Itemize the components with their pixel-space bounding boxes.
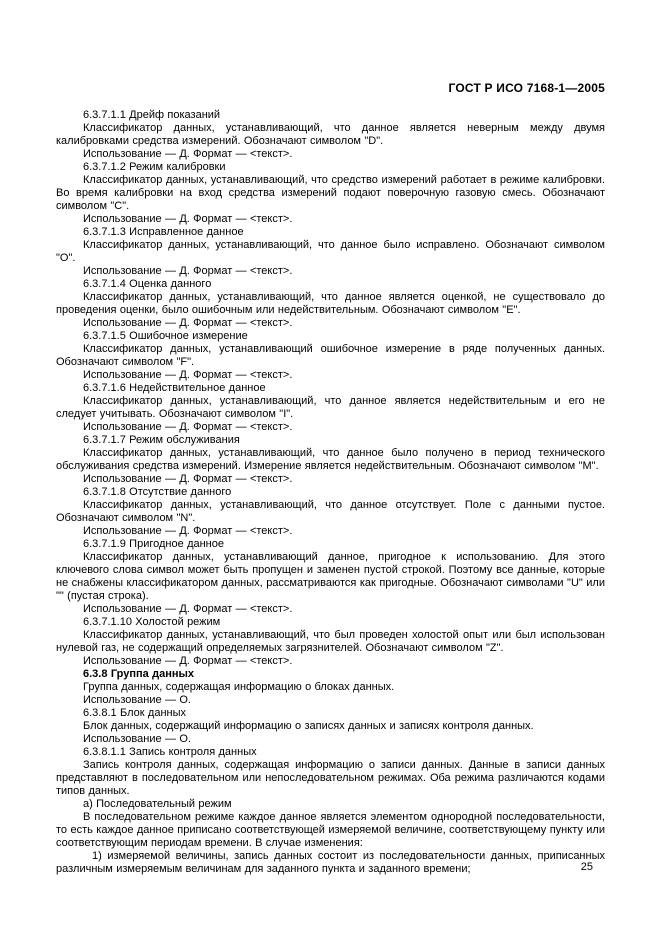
paragraph: 6.3.7.1.5 Ошибочное измерение: [83, 330, 248, 342]
paragraph: Использование — Д. Формат — <текст>.: [83, 148, 293, 160]
paragraph: Использование — Д. Формат — <текст>.: [83, 473, 293, 485]
paragraph: Использование — Д. Формат — <текст>.: [83, 213, 293, 225]
paragraph: 6.3.7.1.2 Режим калибровки: [83, 161, 226, 173]
paragraph: 6.3.7.1.6 Недействительное данное: [83, 382, 266, 394]
paragraph: Использование — Д. Формат — <текст>.: [83, 525, 293, 537]
paragraph: Использование — Д. Формат — <текст>.: [83, 421, 293, 433]
paragraph: 6.3.7.1.3 Исправленное данное: [83, 226, 244, 238]
paragraph: Классификатор данных, устанавливающий ошибочное измерение в ряде полученных данных. Обозначают символом "F".: [56, 343, 605, 368]
paragraph: Классификатор данных, устанавливающий данное, пригодное к использованию. Для этого ключевого слова символ может быть пропущен и заменен пустой строкой. Поэтому все данные, которые не снабжены классификатором данных, рассматриваются как пригодные. Обозначают символами "U" или "" (пустая строка).: [56, 551, 605, 602]
paragraph: Использование — Д. Формат — <текст>.: [83, 655, 293, 667]
paragraph: 6.3.7.1.10 Холостой режим: [83, 616, 221, 628]
paragraph: 6.3.7.1.4 Оценка данного: [83, 278, 212, 290]
page-number: 25: [580, 861, 593, 873]
running-header: [56, 81, 605, 95]
paragraph: 6.3.7.1.8 Отсутствие данного: [83, 486, 232, 498]
paragraph: Классификатор данных, устанавливающий, что данное является оценкой, не существовало до проведения оценки, было ошибочным или недействительным. Обозначают символом "E".: [56, 291, 605, 316]
paragraph: Использование — О.: [83, 733, 191, 745]
paragraph: 6.3.7.1.9 Пригодное данное: [83, 538, 224, 550]
paragraph: Использование — Д. Формат — <текст>.: [83, 369, 293, 381]
standard-designation: ГОСТ Р ИСО 7168-1—2005: [448, 81, 605, 95]
paragraph: Классификатор данных, устанавливающий, что данное отсутствует. Поле с данными пустое. Обозначают символом "N".: [56, 499, 605, 524]
paragraph: Использование — О.: [83, 694, 191, 706]
paragraph: 6.3.8.1.1 Запись контроля данных: [83, 746, 257, 758]
paragraph: 6.3.7.1.7 Режим обслуживания: [83, 434, 240, 446]
paragraph: Классификатор данных, устанавливающий, что данное является неверным между двумя калибровками средства измерений. Обозначают символом "D".: [56, 122, 605, 147]
paragraph: 6.3.8.1 Блок данных: [83, 707, 187, 719]
paragraph: 1) измеряемой величины, запись данных состоит из последовательности данных, приписанных различным измеряемым величинам для заданного пункта и заданного времени;: [56, 850, 605, 875]
paragraph: Классификатор данных, устанавливающий, что данное было исправлено. Обозначают символом "O".: [56, 239, 605, 264]
paragraph: Запись контроля данных, содержащая информацию о записи данных. Данные в записи данных представляют в последовательном или непоследовательном режимах. Оба режима различаются кодами типов данных.: [56, 759, 605, 797]
paragraph: Классификатор данных, устанавливающий, что данное является недействительным и его не следует учитывать. Обозначают символом "I".: [56, 395, 605, 420]
paragraph: 6.3.7.1.1 Дрейф показаний: [83, 109, 221, 121]
paragraph: Группа данных, содержащая информацию о блоках данных.: [83, 681, 395, 693]
paragraph: Использование — Д. Формат — <текст>.: [83, 603, 293, 615]
paragraph: Использование — Д. Формат — <текст>.: [83, 317, 293, 329]
paragraph: Классификатор данных, устанавливающий, что был проведен холостой опыт или был использован нулевой газ, не содержащий определяемых загрязнителей. Обозначают символом "Z".: [56, 629, 605, 654]
paragraph: Классификатор данных, устанавливающий, что средство измерений работает в режиме калибровки. Во время калибровки на вход средства измерений подают поверочную газовую смесь. Обозначают символом "C".: [56, 174, 605, 212]
paragraph: а) Последовательный режим: [83, 798, 232, 810]
paragraph: 6.3.8 Группа данных: [83, 668, 194, 680]
paragraph: Использование — Д. Формат — <текст>.: [83, 265, 293, 277]
document-body: [56, 109, 605, 876]
paragraph: Классификатор данных, устанавливающий, что данное было получено в период технического обслуживания средства измерений. Измерение является недействительным. Обозначают символом "M".: [56, 447, 605, 472]
paragraph: В последовательном режиме каждое данное является элементом однородной последовательности, то есть каждое данное приписано соответствующей измеряемой величине, соответствующему пункту или соответствующим периодам времени. В случае изменения:: [56, 811, 605, 849]
paragraph: Блок данных, содержащий информацию о записях данных и записях контроля данных.: [83, 720, 534, 732]
